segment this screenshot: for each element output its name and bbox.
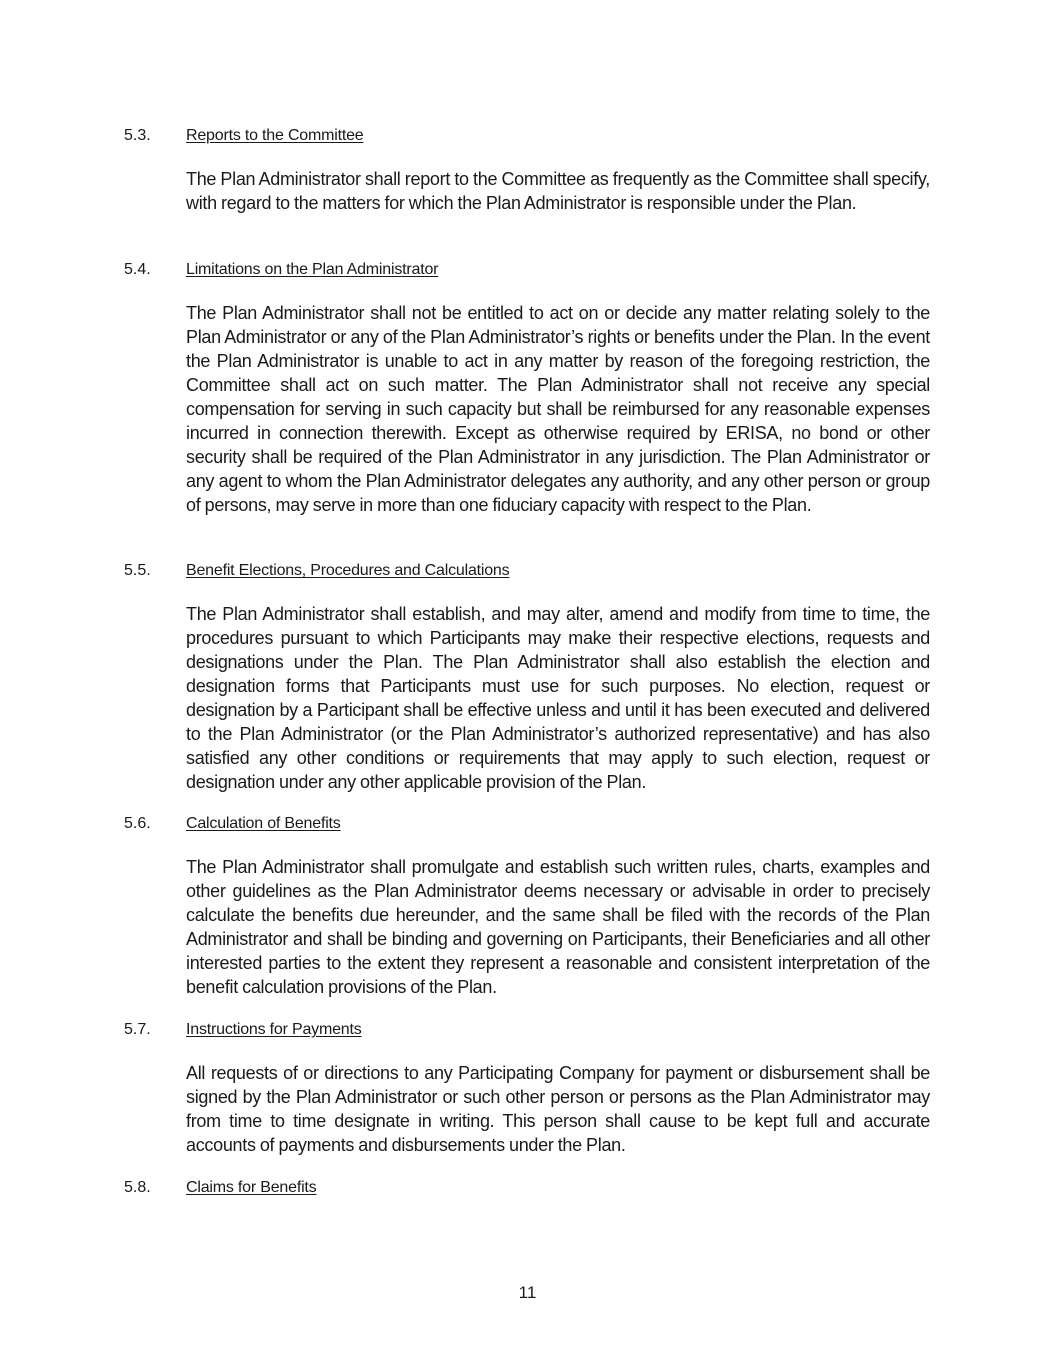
section-heading <box>124 560 934 582</box>
section-5-3 <box>124 125 934 215</box>
section-title: Limitations on the Plan Administrator <box>186 261 439 278</box>
section-heading <box>124 259 934 281</box>
section-heading <box>124 1019 934 1041</box>
section-5-7 <box>124 1019 934 1157</box>
section-heading <box>124 125 934 147</box>
section-5-6 <box>124 813 934 999</box>
section-body: The Plan Administrator shall establish, and may alter, amend and modify from time to time, the procedures pursuant to which Participants may make their respective elections, requests and designations under the Plan. The Plan Administrator shall also establish the election and designation forms that Participants must use for such purposes. No election, request or designation by a Participant shall be effective unless and until it has been executed and delivered to the Plan Administrator (or the Plan Administrator’s authorized representative) and has also satisfied any other conditions or requirements that may apply to such election, request or designation under any other applicable provision of the Plan. <box>186 604 930 792</box>
section-title: Calculation of Benefits <box>186 815 341 832</box>
section-title: Reports to the Committee <box>186 127 364 144</box>
section-5-8 <box>124 1177 934 1199</box>
section-number: 5.4. <box>124 261 151 278</box>
section-body: All requests of or directions to any Participating Company for payment or disbursement shall be signed by the Plan Administrator or such other person or persons as the Plan Administrator may from time to time designate in writing. This person shall cause to be kept full and accurate accounts of payments and disbursements under the Plan. <box>186 1063 930 1155</box>
section-title: Instructions for Payments <box>186 1021 362 1038</box>
section-number: 5.8. <box>124 1179 151 1196</box>
section-body: The Plan Administrator shall promulgate and establish such written rules, charts, examples and other guidelines as the Plan Administrator deems necessary or advisable in order to precisely calculate the benefits due hereunder, and the same shall be filed with the records of the Plan Administrator and shall be binding and governing on Participants, their Beneficiaries and all other interested parties to the extent they represent a reasonable and consistent interpretation of the benefit calculation provisions of the Plan. <box>186 857 930 997</box>
section-title: Claims for Benefits <box>186 1179 317 1196</box>
section-5-5 <box>124 560 934 794</box>
page-number: 11 <box>518 1283 537 1302</box>
section-number: 5.5. <box>124 562 151 579</box>
section-heading <box>124 1177 934 1199</box>
section-number: 5.6. <box>124 815 151 832</box>
section-body: The Plan Administrator shall not be entitled to act on or decide any matter relating solely to the Plan Administrator or any of the Plan Administrator’s rights or benefits under the Plan. In the event the Plan Administrator is unable to act in any matter by reason of the foregoing restriction, the Committee shall act on such matter. The Plan Administrator shall not receive any special compensation for serving in such capacity but shall be reimbursed for any reasonable expenses incurred in connection therewith. Except as otherwise required by ERISA, no bond or other security shall be required of the Plan Administrator in any jurisdiction. The Plan Administrator or any agent to whom the Plan Administrator delegates any authority, and any other person or group of persons, may serve in more than one fiduciary capacity with respect to the Plan. <box>186 303 930 515</box>
section-number: 5.3. <box>124 127 151 144</box>
section-5-4 <box>124 259 934 517</box>
section-title: Benefit Elections, Procedures and Calculations <box>186 562 510 579</box>
section-number: 5.7. <box>124 1021 151 1038</box>
section-heading <box>124 813 934 835</box>
section-body: The Plan Administrator shall report to the Committee as frequently as the Committee shall specify, with regard to the matters for which the Plan Administrator is responsible under the Plan. <box>186 169 930 213</box>
